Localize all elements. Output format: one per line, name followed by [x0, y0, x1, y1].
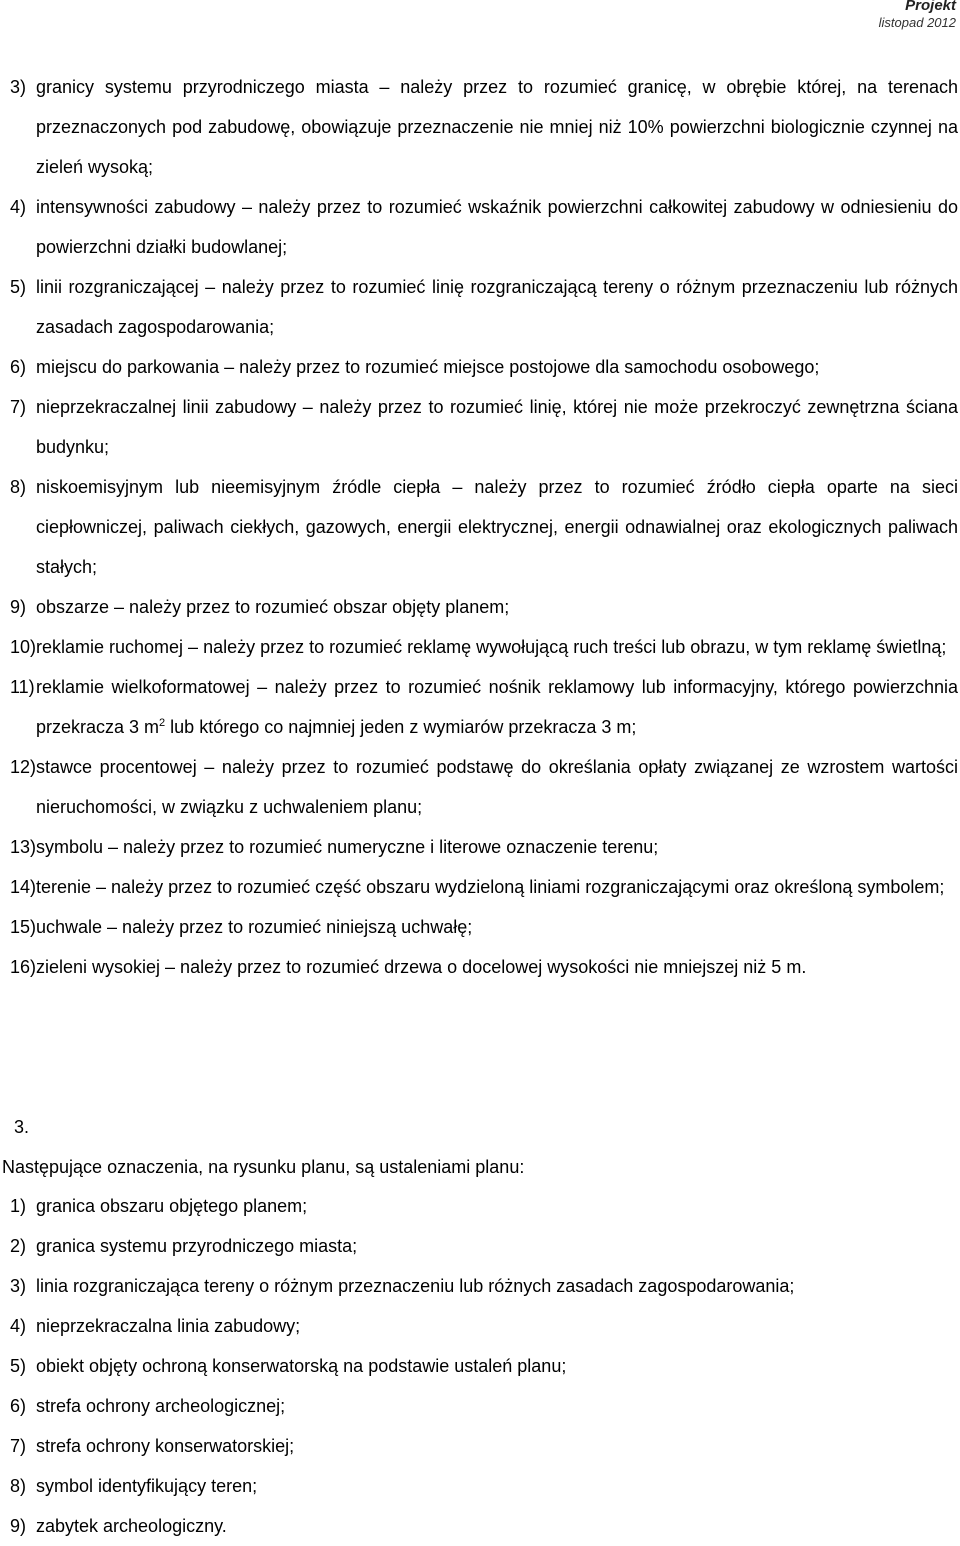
- definition-number: 11): [10, 677, 35, 697]
- symbol-number: 4): [10, 1316, 27, 1336]
- definition-item: [0, 867, 960, 907]
- definition-item: [0, 387, 960, 467]
- definition-text: linii rozgraniczającej – należy przez to rozumieć linię rozgraniczającą tereny o różnym przeznaczeniu lub różnych zasadach zagospodarowania;: [36, 277, 958, 337]
- symbol-item: [0, 1426, 960, 1466]
- definition-item: [0, 907, 960, 947]
- symbol-text: linia rozgraniczająca tereny o różnym przeznaczeniu lub różnych zasadach zagospodarowania;: [36, 1276, 795, 1296]
- definition-item: [0, 267, 960, 347]
- definition-text-after: lub którego co najmniej jeden z wymiarów przekracza 3 m;: [165, 717, 637, 737]
- symbol-item: [0, 1466, 960, 1506]
- symbol-number: 5): [10, 1356, 27, 1376]
- symbol-text: granica systemu przyrodniczego miasta;: [36, 1236, 358, 1256]
- superscript: 2: [159, 717, 166, 729]
- definition-text: uchwale – należy przez to rozumieć niniejszą uchwałę;: [36, 917, 473, 937]
- definition-item: [0, 347, 960, 387]
- definition-number: 10): [10, 637, 37, 657]
- definition-item: [0, 67, 960, 187]
- definition-number: 14): [10, 877, 37, 897]
- definition-item: [0, 667, 960, 747]
- symbol-text: granica obszaru objętego planem;: [36, 1196, 308, 1216]
- symbol-text: symbol identyfikujący teren;: [36, 1476, 258, 1496]
- header-title: Projekt: [905, 0, 956, 14]
- symbol-number: 1): [10, 1196, 27, 1216]
- symbol-item: [0, 1226, 960, 1266]
- definition-text: reklamie wielkoformatowej – należy przez to rozumieć nośnik reklamowy lub informacyjny, którego powierzchnia przekracza 3 m: [36, 677, 958, 737]
- definition-number: 3): [10, 77, 27, 97]
- definition-number: 5): [10, 277, 27, 297]
- symbol-text: nieprzekraczalna linia zabudowy;: [36, 1316, 301, 1336]
- symbol-number: 6): [10, 1396, 27, 1416]
- definition-text: intensywności zabudowy – należy przez to rozumieć wskaźnik powierzchni całkowitej zabudowy w odniesieniu do powierzchni działki budowlanej;: [36, 197, 958, 257]
- definition-text: granicy systemu przyrodniczego miasta – należy przez to rozumieć granicę, w obrębie której, na terenach przeznaczonych pod zabudowę, obowiązuje przeznaczenie nie mniej niż 10% powierzchni biologicznie czynnej na zieleń wysoką;: [36, 77, 958, 177]
- symbol-item: [0, 1306, 960, 1346]
- definition-text: zieleni wysokiej – należy przez to rozumieć drzewa o docelowej wysokości nie mniejszej niż 5 m.: [36, 957, 807, 977]
- definition-number: 6): [10, 357, 27, 377]
- definition-item: [0, 747, 960, 827]
- definition-text: terenie – należy przez to rozumieć część obszaru wydzieloną liniami rozgraniczającymi oraz określoną symbolem;: [36, 877, 945, 897]
- symbol-text: zabytek archeologiczny.: [36, 1516, 227, 1536]
- definition-item: [0, 827, 960, 867]
- symbol-text: strefa ochrony konserwatorskiej;: [36, 1436, 295, 1456]
- symbol-number: 7): [10, 1436, 27, 1456]
- definition-item: [0, 627, 960, 667]
- symbol-item: [0, 1266, 960, 1306]
- definition-text: reklamie ruchomej – należy przez to rozumieć reklamę wywołującą ruch treści lub obrazu, w tym reklamę świetlną;: [36, 637, 947, 657]
- definition-text: nieprzekraczalnej linii zabudowy – należy przez to rozumieć linię, której nie może przekroczyć zewnętrzna ściana budynku;: [36, 397, 958, 457]
- symbol-item: [0, 1386, 960, 1426]
- definition-item: [0, 467, 960, 587]
- symbol-text: strefa ochrony archeologicznej;: [36, 1396, 286, 1416]
- definition-number: 12): [10, 757, 37, 777]
- symbol-number: 2): [10, 1236, 27, 1256]
- definition-number: 8): [10, 477, 27, 497]
- symbol-number: 3): [10, 1276, 27, 1296]
- section-intro: Następujące oznaczenia, na rysunku planu, są ustaleniami planu:: [2, 1157, 525, 1177]
- symbol-number: 8): [10, 1476, 27, 1496]
- section-number: 3.: [14, 1117, 30, 1137]
- symbol-number: 9): [10, 1516, 27, 1536]
- symbol-text: obiekt objęty ochroną konserwatorską na podstawie ustaleń planu;: [36, 1356, 567, 1376]
- definition-item: [0, 947, 960, 987]
- definition-number: 15): [10, 917, 37, 937]
- symbol-item: [0, 1346, 960, 1386]
- definition-item: [0, 587, 960, 627]
- definition-number: 9): [10, 597, 27, 617]
- definition-item: [0, 187, 960, 267]
- symbol-item: [0, 1506, 960, 1546]
- symbols-list: [0, 1186, 960, 1546]
- definition-number: 13): [10, 837, 37, 857]
- definition-text: symbolu – należy przez to rozumieć numeryczne i literowe oznaczenie terenu;: [36, 837, 659, 857]
- definition-number: 16): [10, 957, 37, 977]
- definition-text: obszarze – należy przez to rozumieć obszar objęty planem;: [36, 597, 510, 617]
- definition-number: 7): [10, 397, 27, 417]
- symbol-item: [0, 1186, 960, 1226]
- definition-text: stawce procentowej – należy przez to rozumieć podstawę do określania opłaty związanej ze wzrostem wartości nieruchomości, w związku z uchwaleniem planu;: [36, 757, 958, 817]
- definition-number: 4): [10, 197, 27, 217]
- definition-text: niskoemisyjnym lub nieemisyjnym źródle ciepła – należy przez to rozumieć źródło ciepła oparte na sieci ciepłowniczej, paliwach ciekłych, gazowych, energii elektrycznej, energii odnawialnej oraz ekologicznych paliwach stałych;: [36, 477, 958, 577]
- header-date: listopad 2012: [878, 15, 956, 30]
- definition-text: miejscu do parkowania – należy przez to rozumieć miejsce postojowe dla samochodu osobowego;: [36, 357, 820, 377]
- definitions-list: [0, 67, 960, 987]
